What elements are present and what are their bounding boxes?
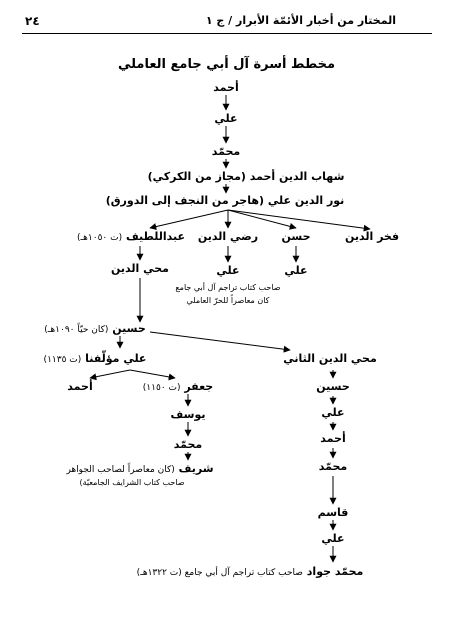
node-abdullatif bbox=[77, 230, 185, 243]
node-sharif-note-1: (كان معاصراً لصاحب الجواهر bbox=[66, 465, 175, 475]
arrow-husayn-muhyi2 bbox=[150, 332, 290, 350]
radi-note-2: كان معاصراً للحرّ العاملي bbox=[186, 296, 270, 305]
diagram-title: مخطط أسرة آل أبي جامع العاملي bbox=[117, 57, 336, 72]
arrow-nur-hasan bbox=[228, 210, 296, 228]
node-husayn-2: حسين bbox=[316, 380, 350, 393]
arrow-nur-abdullatif bbox=[150, 210, 228, 228]
node-ali-1: علي bbox=[214, 112, 238, 125]
node-muhyi-2: محي الدين الثاني bbox=[283, 352, 377, 365]
node-nur bbox=[106, 194, 345, 207]
node-husayn-1-note: (كان حيّاً ١٠٩٠هـ) bbox=[44, 325, 109, 335]
node-jafar bbox=[143, 380, 213, 393]
node-nur-note: (هاجر من النجف إلى الدورق) bbox=[105, 194, 265, 207]
node-muhammad-3: محمّد bbox=[318, 460, 348, 473]
node-radi: رضي الدين bbox=[197, 230, 259, 243]
sharif-note-2: صاحب كتاب الشرايف الجامعيّة) bbox=[79, 478, 185, 487]
node-ali-author bbox=[44, 352, 147, 365]
arrow-ali-author-jafar bbox=[130, 370, 175, 378]
node-muhyi-1: محي الدين bbox=[111, 262, 169, 275]
node-shihab-name: شهاب الدين أحمد bbox=[249, 170, 345, 183]
node-hasan: حسن bbox=[281, 230, 311, 243]
node-shihab bbox=[148, 170, 345, 183]
page-number: ٢٤ bbox=[25, 14, 40, 28]
node-abdullatif-name: عبداللطيف bbox=[125, 230, 186, 243]
node-ali-2: علي bbox=[321, 406, 345, 419]
node-fakhr: فخر الدين bbox=[344, 230, 400, 243]
node-muhammad-jawad-note: صاحب كتاب تراجم آل أبي جامع (ت ١٣٢٢هـ) bbox=[136, 568, 303, 578]
node-ali-hasan: علي bbox=[284, 264, 308, 277]
node-ali-author-name: علي مؤلّفنا bbox=[85, 352, 147, 365]
node-muhammad-jawad bbox=[137, 565, 364, 578]
node-muhammad-2: محمّد bbox=[173, 438, 203, 451]
node-ahmad-root: أحمد bbox=[213, 81, 239, 94]
node-ahmad-2: أحمد bbox=[320, 432, 346, 445]
node-jafar-note: (ت ١١٥٠) bbox=[142, 383, 181, 393]
node-nur-name: نور الدين علي bbox=[267, 194, 345, 207]
node-husayn-1-name: حسين bbox=[112, 322, 146, 335]
radi-note-1: صاحب كتاب تراجم آل أبي جامع bbox=[175, 283, 281, 292]
node-ali-radi: علي bbox=[216, 264, 240, 277]
node-qasim: قاسم bbox=[317, 506, 349, 519]
node-jafar-name: جعفر bbox=[184, 380, 214, 393]
running-title: المختار من أخبار الأئمّة الأبرار / ج ١ bbox=[205, 14, 396, 27]
node-ahmad-son: أحمد bbox=[67, 380, 93, 393]
node-husayn-1 bbox=[44, 322, 146, 335]
node-abdullatif-note: (ت ١٠٥٠هـ) bbox=[76, 233, 123, 243]
node-muhammad-1: محمّد bbox=[211, 145, 241, 158]
node-sharif bbox=[66, 462, 213, 475]
node-ali-author-note: (ت ١١٣٥) bbox=[43, 355, 82, 365]
node-ali-3: علي bbox=[321, 532, 345, 545]
arrow-ali-author-ahmad bbox=[90, 370, 130, 378]
arrow-nur-fakhr bbox=[228, 210, 370, 229]
node-yusuf: يوسف bbox=[170, 408, 206, 421]
node-sharif-name: شريف bbox=[178, 462, 214, 475]
node-shihab-note: (مجاز من الكركي) bbox=[147, 170, 246, 183]
node-muhammad-jawad-name: محمّد جواد bbox=[306, 565, 364, 578]
